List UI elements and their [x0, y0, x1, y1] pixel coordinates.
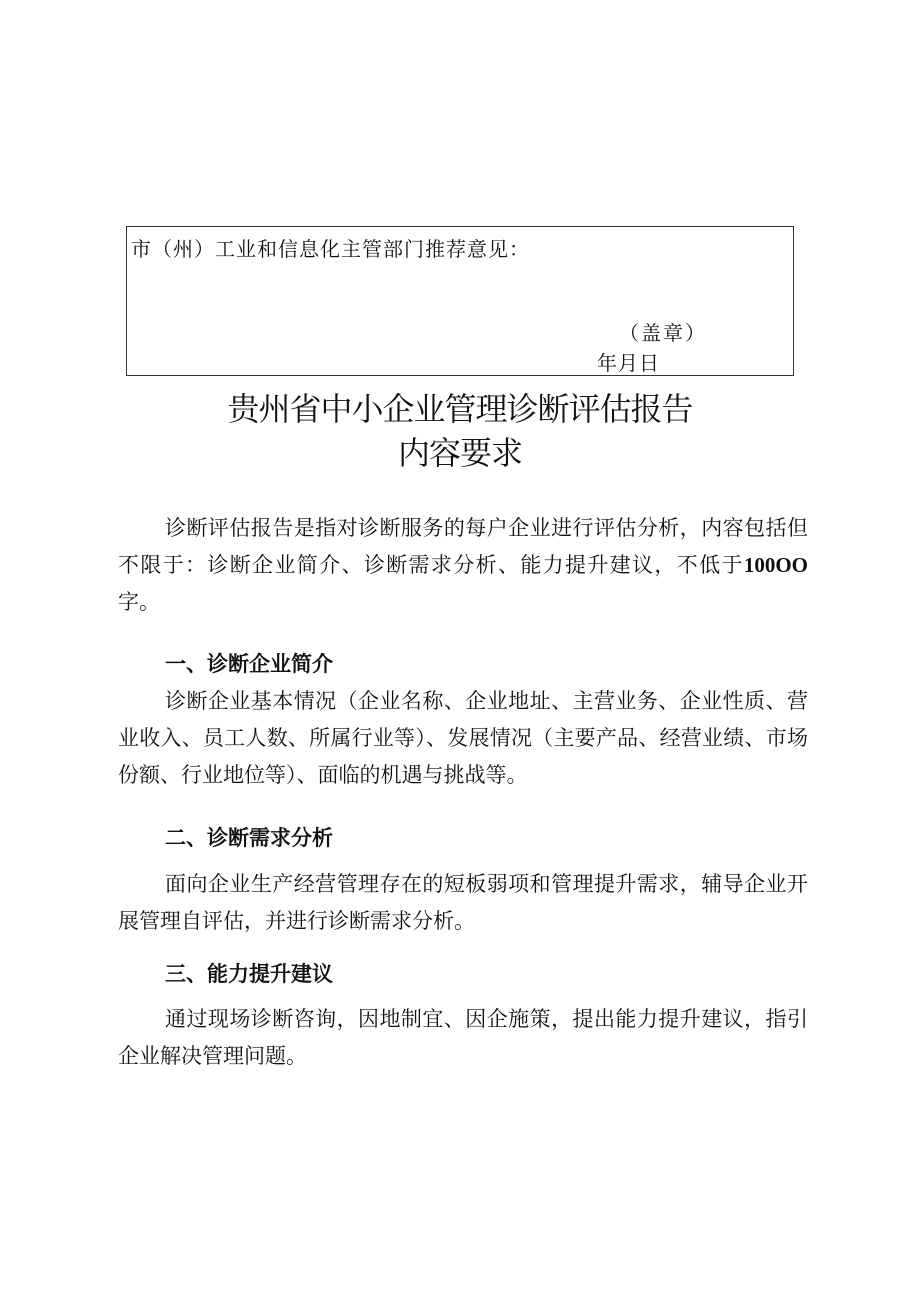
section-body-company-profile: 诊断企业基本情况（企业名称、企业地址、主营业务、企业性质、营业收入、员工人数、所属行业等）、发展情况（主要产品、经营业绩、市场份额、行业地位等）、面临的机遇与挑战等。: [118, 689, 808, 787]
section-heading-needs-analysis: 二、诊断需求分析: [165, 826, 333, 850]
intro-number: 100OO: [743, 553, 808, 577]
document-title: 贵州省中小企业管理诊断评估报告: [227, 390, 693, 428]
intro-text: 诊断评估报告是指对诊断服务的每户企业进行评估分析，内容包括但不限于：诊断企业简介、诊断需求分析、能力提升建议，不低于: [118, 516, 808, 577]
recommendation-label: 市（州）工业和信息化主管部门推荐意见：: [131, 237, 530, 261]
intro-suffix: 字。: [118, 590, 160, 614]
section-heading-company-profile: 一、诊断企业简介: [165, 652, 333, 676]
date-label: 年月日: [597, 351, 660, 375]
intro-paragraph: [118, 510, 808, 621]
section-heading-capability-suggestions: 三、能力提升建议: [165, 962, 333, 986]
recommendation-box: [126, 226, 794, 376]
section-body-capability-suggestions: 通过现场诊断咨询，因地制宜、因企施策，提出能力提升建议，指引企业解决管理问题。: [118, 1007, 808, 1068]
section-body-needs-analysis: 面向企业生产经营管理存在的短板弱项和管理提升需求，辅导企业开展管理自评估，并进行诊断需求分析。: [118, 872, 808, 933]
document-subtitle: 内容要求: [397, 434, 522, 472]
seal-label: （盖章）: [619, 321, 707, 345]
